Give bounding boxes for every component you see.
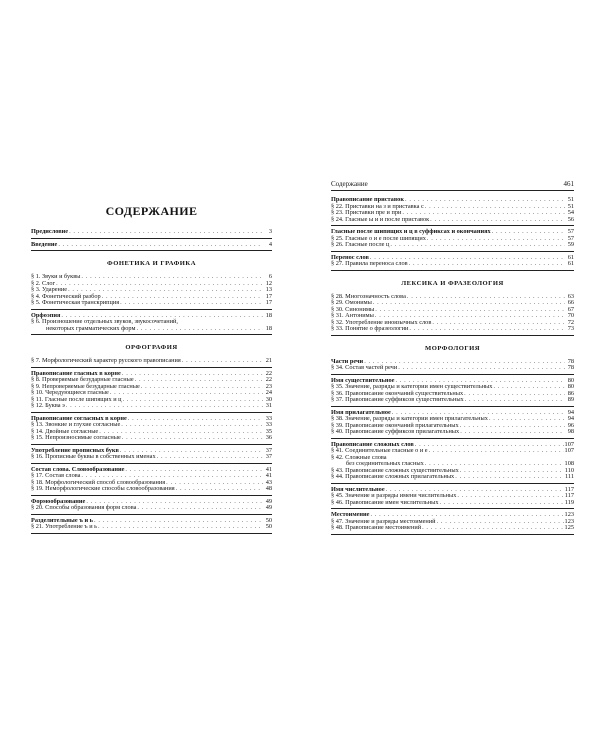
toc-entry-label: § 35. Значение, разряды и категории имен существительных	[331, 383, 493, 390]
toc-group	[31, 499, 272, 515]
dot-leader	[430, 217, 565, 224]
toc-group	[331, 442, 574, 484]
section-header: МОРФОЛОГИЯ	[425, 344, 480, 352]
toc-entry-label: Местоимение	[331, 511, 370, 518]
toc-entry-page: 86	[567, 389, 574, 397]
toc-entry-label: § 16. Прописные буквы в собственных именах	[31, 453, 156, 460]
toc-entry-label: § 25. Гласные о и е после шипящих	[331, 234, 426, 242]
dot-leader	[398, 365, 565, 372]
left-page-toc	[31, 229, 272, 537]
toc-entry-page: 6	[268, 273, 272, 280]
toc-entry-page: 3	[268, 228, 272, 235]
toc-entry-page: 35	[265, 427, 272, 435]
toc-entry-page: 107	[564, 440, 574, 448]
toc-entry-page: 59	[567, 241, 574, 248]
toc-entry-label: § 15. Непроизносимые согласные	[31, 434, 121, 441]
toc-entry-page: 43	[265, 478, 272, 486]
dot-leader	[409, 326, 565, 333]
toc-entry-page: 72	[567, 318, 574, 326]
toc-entry[interactable]	[331, 525, 574, 532]
toc-group	[31, 416, 272, 445]
toc-entry[interactable]	[31, 524, 272, 531]
toc-entry-page: 117	[564, 492, 574, 499]
dot-leader	[136, 326, 263, 333]
toc-entry-page: 117	[564, 485, 574, 493]
toc-entry-label: § 27. Правила переноса слов	[331, 260, 408, 267]
toc-entry-label: Правописание гласных в корне	[31, 369, 121, 377]
toc-entry-label: § 47. Значение и разряды местоимений	[331, 517, 436, 525]
toc-entry[interactable]	[31, 403, 272, 410]
toc-entry-page: 37	[265, 446, 272, 454]
section-header: ФОНЕТИКА И ГРАФИКА	[107, 260, 196, 267]
right-page-toc	[331, 197, 574, 538]
toc-entry-label: § 4. Фонетический разбор	[31, 292, 101, 300]
toc-entry-page: 24	[265, 389, 272, 396]
toc-entry-page: 78	[567, 364, 574, 371]
dot-leader	[98, 524, 263, 531]
toc-entry-page: 108	[564, 460, 574, 467]
toc-entry-label: § 2. Слог	[31, 279, 56, 287]
toc-entry-label: § 29. Омонимы	[331, 299, 372, 306]
toc-entry-label: § 10. Чередующиеся гласные	[31, 389, 109, 396]
toc-entry-page: 4	[268, 240, 272, 248]
toc-entry-label: Имя числительное	[331, 485, 385, 493]
toc-entry-label: § 19. Неморфологические способы словообразования	[31, 485, 175, 492]
toc-entry-page: 18	[265, 311, 272, 319]
toc-entry[interactable]	[31, 300, 272, 307]
toc-group	[31, 313, 272, 336]
toc-entry-page: 30	[265, 395, 272, 403]
section-header: ЛЕКСИКА И ФРАЗЕОЛОГИЯ	[401, 279, 504, 287]
toc-group	[331, 197, 574, 226]
toc-entry[interactable]	[331, 429, 574, 436]
toc-entry-page: 125	[564, 524, 574, 531]
toc-entry[interactable]	[331, 474, 574, 481]
toc-entry-page: 12	[265, 279, 272, 287]
dot-leader	[409, 261, 565, 268]
dot-leader	[460, 429, 565, 436]
toc-entry-page: 89	[567, 396, 574, 403]
toc-entry-label: § 8. Проверяемые безударные гласные	[31, 376, 134, 383]
toc-entry-page: 48	[265, 485, 272, 492]
toc-entry-label: § 39. Правописание окончаний прилагательных	[331, 421, 459, 429]
toc-entry-page: 37	[265, 453, 272, 460]
toc-entry-page: 110	[564, 466, 574, 474]
toc-entry-label: § 40. Правописание суффиксов прилагательных	[331, 428, 460, 435]
toc-entry-page: 123	[564, 511, 574, 518]
toc-entry-label: § 38. Значение, разряды и категории имен прилагательных	[331, 415, 488, 422]
toc-group	[31, 467, 272, 496]
toc-entry-page: 49	[265, 504, 272, 511]
toc-entry-label: Правописание согласных в корне	[31, 414, 127, 422]
toc-entry[interactable]	[331, 261, 574, 268]
toc-entry-label: § 44. Правописание сложных прилагательных	[331, 473, 455, 480]
toc-entry-label: § 14. Двойные согласные	[31, 427, 99, 435]
toc-entry-label: § 5. Фонетическая транскрипция	[31, 299, 120, 306]
toc-entry-label: § 48. Правописание местоимений	[331, 524, 422, 531]
toc-entry-page: 66	[567, 299, 574, 306]
toc-group	[331, 487, 574, 510]
toc-group	[331, 359, 574, 375]
toc-entry-page: 80	[567, 376, 574, 384]
toc-entry-label: § 24. Гласные ы и и после приставок	[331, 215, 430, 223]
toc-group	[31, 358, 272, 368]
running-title: Содержание	[331, 180, 368, 188]
toc-entry-label: § 41. Соединительные гласные о и е	[331, 447, 428, 454]
toc-entry-label: Употребление прописных букв	[31, 446, 119, 454]
dot-leader	[182, 358, 263, 365]
toc-entry-page: 94	[567, 408, 574, 416]
toc-entry[interactable]	[31, 486, 272, 493]
toc-entry-page: 123	[564, 517, 574, 525]
dot-leader	[422, 525, 563, 532]
toc-entry-page: 51	[567, 202, 574, 210]
dot-leader	[137, 505, 263, 512]
toc-group	[31, 448, 272, 464]
toc-entry-page: 51	[567, 196, 574, 203]
toc-entry-page: 17	[265, 299, 272, 306]
toc-entry-page: 98	[567, 428, 574, 435]
toc-entry-page: 57	[567, 234, 574, 242]
toc-entry-label: § 46. Правописание имен числительных	[331, 498, 439, 506]
toc-entry-label: § 23. Приставки пре и при	[331, 209, 402, 216]
toc-entry-label: § 7. Морфологический характер русского правописания	[31, 357, 181, 364]
toc-heading-entry[interactable]	[31, 229, 272, 236]
toc-entry-label: § 37. Правописание суффиксов существительных	[331, 396, 464, 403]
toc-entry-label: Гласные после шипящих и ц в суффиксах и окончаниях	[331, 228, 491, 235]
toc-group	[331, 512, 574, 535]
toc-entry-page: 31	[265, 402, 272, 409]
toc-entry-label: § 22. Приставки на з и приставка с	[331, 202, 424, 210]
toc-title: СОДЕРЖАНИЕ	[105, 204, 198, 219]
toc-entry-label: § 45. Значение и разряды имени числительных	[331, 492, 457, 499]
toc-entry[interactable]	[31, 454, 272, 461]
toc-entry-label: § 21. Употребление ъ и ь	[31, 523, 98, 530]
toc-entry-page: 67	[567, 305, 574, 313]
toc-entry-label: Предисловие	[31, 228, 69, 235]
toc-entry-label: без соединительных гласных	[346, 460, 424, 467]
dot-leader	[58, 242, 263, 249]
toc-entry-label: Орфоэпия	[31, 311, 61, 319]
toc-entry-page: 63	[567, 292, 574, 300]
toc-entry-page: 119	[564, 498, 574, 506]
toc-entry-label: Имя существительное	[331, 376, 395, 384]
toc-entry-label: Имя прилагательное	[331, 408, 391, 416]
toc-entry-label: § 33. Понятие о фразеологии	[331, 325, 409, 332]
toc-entry-page: 111	[565, 473, 574, 480]
toc-entry-label: § 12. Буква э	[31, 402, 65, 409]
toc-entry-label: Части речи	[331, 357, 364, 365]
toc-group	[331, 255, 574, 271]
toc-entry-label: § 34. Состав частей речи	[331, 364, 398, 371]
dot-leader	[66, 403, 263, 410]
toc-entry-label: § 36. Правописание окончаний существительных	[331, 389, 464, 397]
toc-entry-label: Состав слова. Словообразование	[31, 465, 125, 473]
toc-entry[interactable]	[331, 365, 574, 372]
toc-entry[interactable]	[31, 358, 272, 365]
toc-entry-label: Формообразование	[31, 497, 86, 505]
toc-entry-page: 50	[265, 523, 272, 530]
dot-leader	[122, 435, 263, 442]
toc-entry-page: 22	[265, 376, 272, 383]
dot-leader	[69, 229, 263, 236]
page-number: 461	[563, 180, 574, 188]
toc-entry-page: 56	[567, 215, 574, 223]
toc-entry-page: 36	[265, 434, 272, 441]
toc-entry[interactable]	[331, 242, 574, 249]
dot-leader	[120, 300, 263, 307]
toc-entry-page: 33	[265, 421, 272, 428]
toc-entry[interactable]	[31, 435, 272, 442]
toc-entry-page: 22	[265, 369, 272, 377]
toc-entry-label: § 26. Гласные после ц	[331, 241, 390, 248]
toc-entry-label: § 1. Звуки и буквы	[31, 273, 81, 280]
toc-entry[interactable]	[331, 217, 574, 224]
dot-leader	[390, 242, 565, 249]
toc-entry[interactable]	[331, 397, 574, 404]
toc-group	[31, 274, 272, 310]
toc-entry-page: 21	[265, 357, 272, 364]
toc-entry-page: 33	[265, 414, 272, 422]
running-header	[331, 180, 574, 191]
toc-entry-page: 70	[567, 312, 574, 319]
toc-entry-label: Правописание приставок	[331, 196, 404, 203]
toc-entry-label: § 42. Сложные слова	[331, 453, 387, 461]
toc-group	[331, 378, 574, 407]
toc-entry[interactable]	[31, 326, 272, 333]
toc-group	[331, 229, 574, 252]
toc-entry-label: § 6. Произношение отдельных звуков, звукосочетаний,	[31, 318, 178, 325]
toc-entry-label: § 3. Ударение	[31, 286, 68, 293]
toc-entry-label: некоторых грамматических форм	[46, 324, 136, 332]
toc-entry-label: § 13. Звонкие и глухие согласные	[31, 421, 121, 428]
section-header: ОРФОГРАФИЯ	[125, 344, 178, 351]
toc-entry-label: Перенос слов	[331, 253, 369, 261]
toc-entry-page: 73	[567, 325, 574, 332]
dot-leader	[440, 500, 564, 507]
toc-entry-label: § 31. Антонимы	[331, 312, 374, 319]
toc-entry-label: § 32. Употребление иноязычных слов	[331, 318, 432, 326]
toc-entry-label: § 18. Морфологический способ словообразования	[31, 478, 166, 486]
toc-entry-label: Правописание сложных слов	[331, 440, 414, 448]
toc-group	[31, 242, 272, 252]
toc-group	[31, 518, 272, 534]
toc-entry-page: 23	[265, 382, 272, 390]
toc-entry-label: § 20. Способы образования форм слова	[31, 504, 137, 511]
toc-entry-label: § 43. Правописание сложных существительных	[331, 466, 459, 474]
toc-entry-page: 78	[567, 357, 574, 365]
toc-entry-page: 57	[567, 228, 574, 235]
toc-entry-page: 13	[265, 286, 272, 293]
toc-entry-label: Разделительные ъ и ь	[31, 516, 93, 524]
toc-entry-label: § 17. Состав слова	[31, 472, 81, 479]
dot-leader	[465, 397, 565, 404]
toc-entry-page: 50	[265, 516, 272, 524]
dot-leader	[176, 486, 263, 493]
toc-group	[31, 229, 272, 239]
toc-group	[331, 294, 574, 336]
toc-entry-label: § 30. Синонимы	[331, 305, 375, 313]
toc-entry[interactable]	[331, 500, 574, 507]
toc-entry-page: 94	[567, 415, 574, 422]
toc-entry-page: 49	[265, 497, 272, 505]
dot-leader	[455, 474, 564, 481]
toc-entry-page: 54	[567, 209, 574, 216]
toc-entry-page: 61	[567, 253, 574, 261]
toc-entry-label: § 9. Непроверяемые безударные гласные	[31, 382, 140, 390]
toc-entry-label: Введение	[31, 240, 58, 248]
toc-entry-label: § 28. Многозначность слова	[331, 292, 406, 300]
toc-heading-entry[interactable]	[31, 242, 272, 249]
toc-entry-page: 41	[265, 472, 272, 479]
toc-entry-page: 18	[265, 324, 272, 332]
toc-group	[331, 410, 574, 439]
toc-entry-page: 96	[567, 421, 574, 429]
dot-leader	[429, 448, 564, 455]
toc-entry[interactable]	[31, 505, 272, 512]
toc-entry-page: 61	[567, 260, 574, 267]
toc-entry-page: 107	[564, 447, 574, 454]
toc-entry-page: 41	[265, 465, 272, 473]
dot-leader	[157, 454, 263, 461]
toc-entry[interactable]	[331, 326, 574, 333]
toc-entry-page: 17	[265, 292, 272, 300]
toc-entry-label: § 11. Гласные после шипящих и ц	[31, 395, 122, 403]
toc-entry-page: 80	[567, 383, 574, 390]
toc-group	[31, 371, 272, 413]
